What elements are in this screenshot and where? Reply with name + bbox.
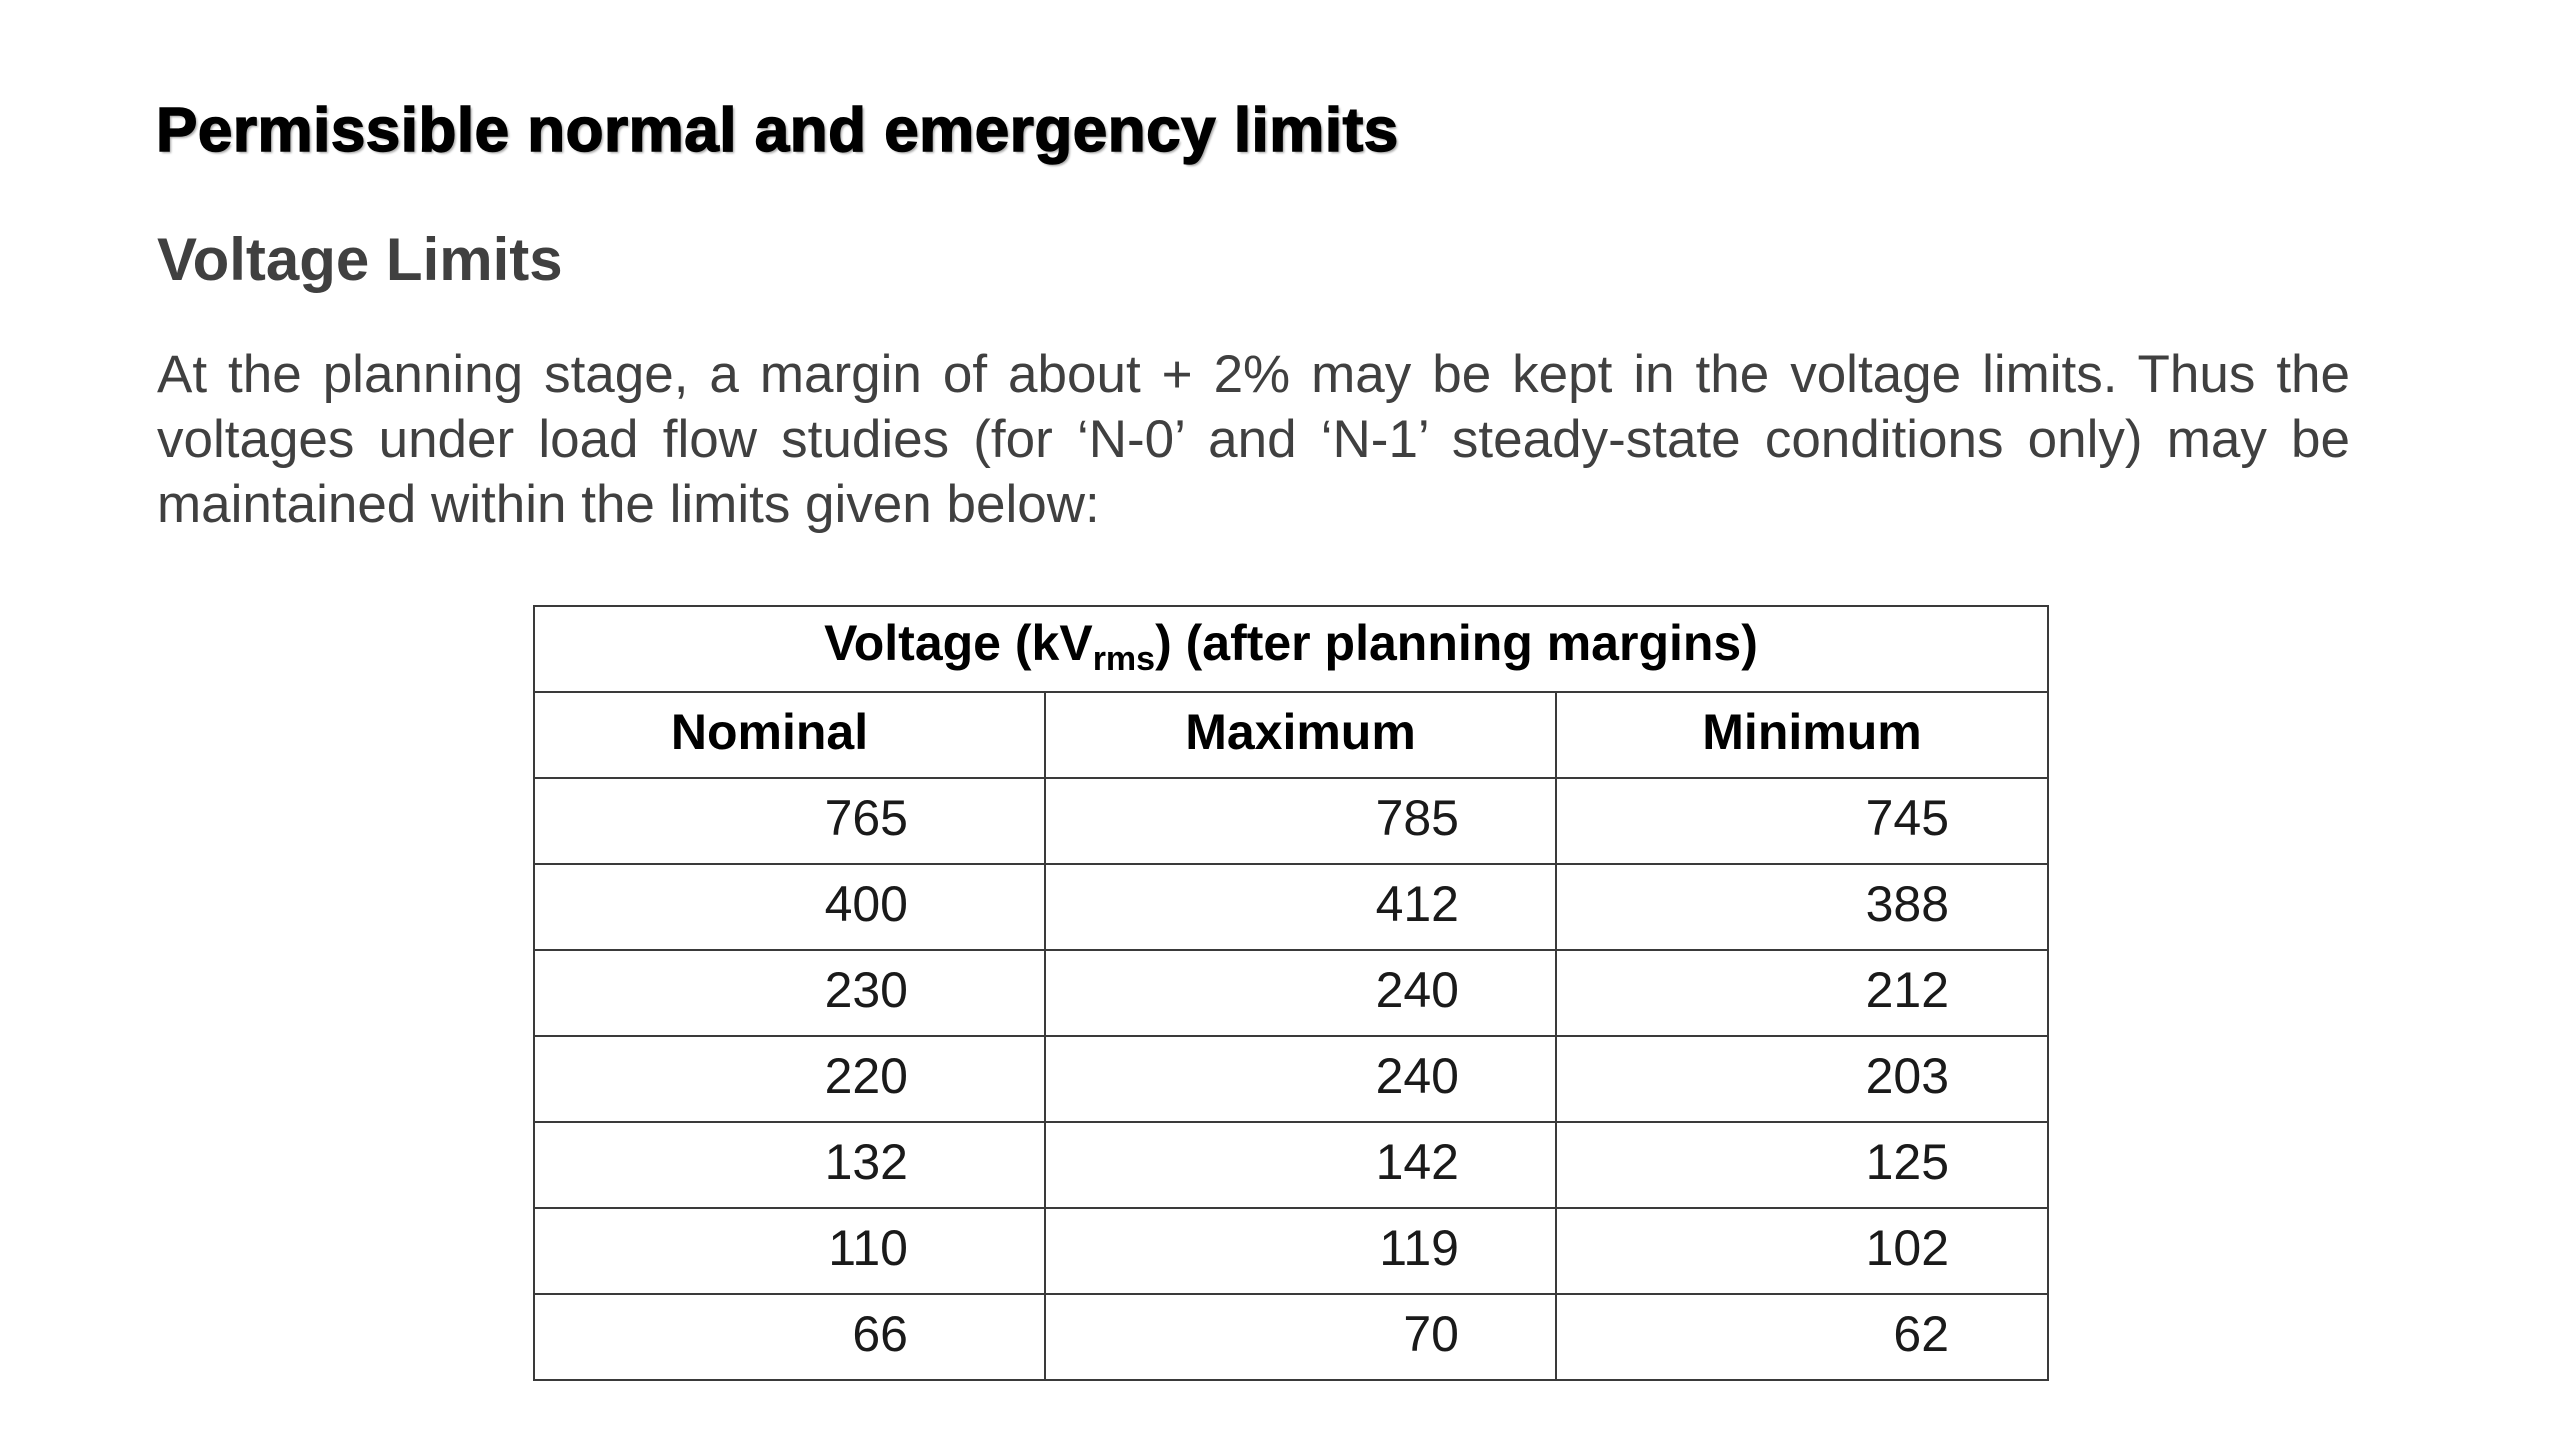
nominal-cell: 400 [534, 864, 1045, 950]
table-row [534, 864, 2048, 950]
minimum-cell: 125 [1556, 1122, 2048, 1208]
column-header-maximum: Maximum [1045, 692, 1556, 778]
maximum-cell: 412 [1045, 864, 1556, 950]
body-paragraph: At the planning stage, a margin of about + 2% may be kept in the voltage limits. Thus the voltages under load flow studies (for ‘N-0’ and ‘N-1’ steady-state conditions only) may be maintained within the limits given below: [157, 345, 2350, 534]
maximum-cell: 240 [1045, 1036, 1556, 1122]
nominal-cell: 132 [534, 1122, 1045, 1208]
voltage-limits-table [533, 605, 2049, 1381]
nominal-cell: 220 [534, 1036, 1045, 1122]
minimum-cell: 62 [1556, 1294, 2048, 1380]
page-title: Permissible normal and emergency limits [156, 96, 1399, 165]
nominal-cell: 230 [534, 950, 1045, 1036]
table-row [534, 1208, 2048, 1294]
table-column-header-row [534, 692, 2048, 778]
nominal-cell: 66 [534, 1294, 1045, 1380]
maximum-cell: 240 [1045, 950, 1556, 1036]
table-row [534, 1294, 2048, 1380]
minimum-cell: 102 [1556, 1208, 2048, 1294]
minimum-cell: 745 [1556, 778, 2048, 864]
column-header-nominal: Nominal [534, 692, 1045, 778]
table-row [534, 1122, 2048, 1208]
maximum-cell: 142 [1045, 1122, 1556, 1208]
column-header-minimum: Minimum [1556, 692, 2048, 778]
maximum-cell: 785 [1045, 778, 1556, 864]
section-heading: Voltage Limits [157, 226, 563, 293]
table-row [534, 950, 2048, 1036]
table-group-header [534, 606, 2048, 692]
minimum-cell: 203 [1556, 1036, 2048, 1122]
maximum-cell: 119 [1045, 1208, 1556, 1294]
group-header-suffix: ) (after planning margins) [1155, 614, 1758, 671]
minimum-cell: 388 [1556, 864, 2048, 950]
minimum-cell: 212 [1556, 950, 2048, 1036]
nominal-cell: 765 [534, 778, 1045, 864]
group-header-subscript: rms [1092, 639, 1156, 678]
group-header-prefix: Voltage (kV [824, 614, 1093, 671]
table-group-header-row [534, 606, 2048, 692]
maximum-cell: 70 [1045, 1294, 1556, 1380]
table-row [534, 1036, 2048, 1122]
nominal-cell: 110 [534, 1208, 1045, 1294]
table-row [534, 778, 2048, 864]
